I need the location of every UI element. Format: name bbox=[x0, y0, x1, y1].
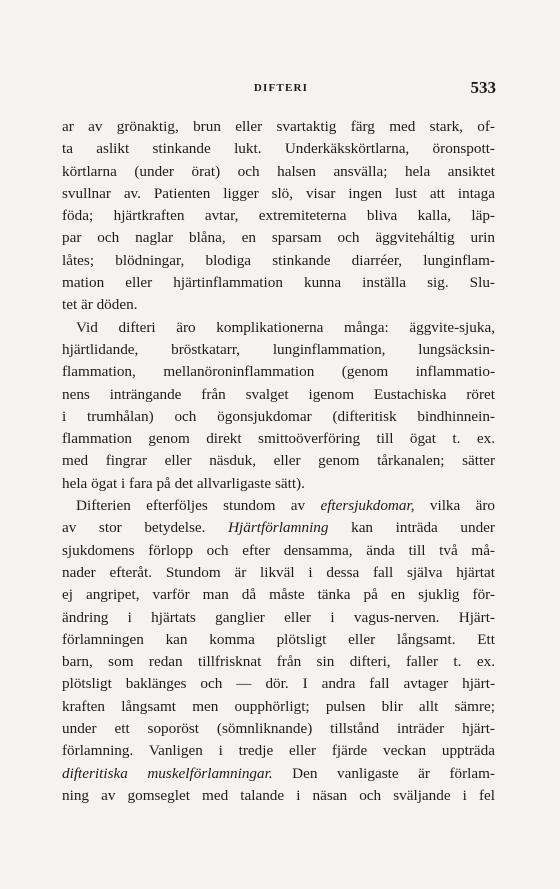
text-line: hela ögat i fara på det allvarligaste sätt). bbox=[62, 474, 305, 492]
text-line: ej angripet, varför man då måste tänka på en sjuklig för- bbox=[62, 586, 495, 604]
text-line: sjukdomens förlopp och efter densamma, ända till två må- bbox=[62, 541, 495, 559]
text-line: barn, som redan tillfrisknat från sin difteri, faller t. ex. bbox=[62, 653, 495, 671]
text-line: ar av grönaktig, brun eller svartaktig färg med stark, of- bbox=[62, 118, 495, 135]
text-line: difteritiska muskelförlamningar. Den vanligaste är förlam- bbox=[62, 764, 495, 782]
text-line: förlamning. Vanligen i tredje eller fjärde veckan uppträda bbox=[62, 742, 495, 760]
text-line: körtlarna (under örat) och halsen ansvälla; hela ansiktet bbox=[62, 162, 495, 180]
text-line: ta aslikt stinkande lukt. Underkäkskörtlarna, öronspott- bbox=[62, 140, 495, 158]
text-line: svullnar av. Patienten ligger slö, visar ingen lust att intaga bbox=[62, 184, 495, 202]
italic-term: Hjärtförlamning bbox=[228, 519, 329, 537]
running-head bbox=[66, 78, 496, 98]
text-line: nens inträngande från svalget igenom Eustachiska röret bbox=[62, 385, 495, 403]
text-line: tet är döden. bbox=[62, 296, 138, 314]
text-line: ning av gomseglet med talande i näsan och sväljande i fel bbox=[62, 786, 495, 804]
italic-term: eftersjukdomar, bbox=[320, 497, 415, 515]
text-line: i trumhålan) och ögonsjukdomar (difteritisk bindhinnein- bbox=[62, 407, 495, 425]
text-line: flammation, mellanöroninflammation (genom inflammatio- bbox=[62, 363, 495, 381]
text-line: flammation genom direkt smittoöverföring till ögat t. ex. bbox=[62, 430, 495, 448]
text-line: mation eller hjärtinflammation kunna inställa sig. Slu- bbox=[62, 274, 495, 292]
text-line: låtes; blödningar, blodiga stinkande diarréer, lunginflam- bbox=[62, 251, 495, 269]
text-line: nader efteråt. Stundom är likväl i dessa fall själva hjärtat bbox=[62, 563, 495, 581]
text-line: plötsligt baklänges och — dör. I andra fall avtager hjärt- bbox=[62, 675, 495, 693]
running-title: DIFTERI bbox=[253, 82, 309, 94]
text-line: Difterien efterföljes stundom av eftersjukdomar, vilka äro bbox=[76, 497, 495, 515]
text-line: med fingrar eller näsduk, eller genom tårkanalen; sätter bbox=[62, 452, 495, 470]
page-number: 533 bbox=[470, 78, 496, 97]
text-line: Vid difteri äro komplikationerna många: äggvite-sjuka, bbox=[76, 318, 495, 336]
text-line: hjärtlidande, bröstkatarr, lunginflammation, lungsäcksin- bbox=[62, 340, 495, 358]
text-line: förlamningen kan komma plötsligt eller långsamt. Ett bbox=[62, 630, 495, 648]
text-line: ändring i hjärtats ganglier eller i vagus-nerven. Hjärt- bbox=[62, 608, 495, 626]
italic-term: difteritiska muskelförlamningar. bbox=[62, 764, 273, 782]
text-line: under ett soporöst (sömnliknande) tillstånd inträder hjärt- bbox=[62, 720, 495, 738]
text-line: par och naglar blåna, en sparsam och äggviteháltig urin bbox=[62, 229, 495, 247]
body-text bbox=[62, 116, 495, 807]
text-line: av stor betydelse. Hjärtförlamning kan inträda under bbox=[62, 519, 495, 537]
text-line: kraften långsamt men oupphörligt; pulsen blir allt sämre; bbox=[62, 697, 495, 715]
text-line: föda; hjärtkraften avtar, extremiteterna bliva kalla, läp- bbox=[62, 207, 495, 225]
